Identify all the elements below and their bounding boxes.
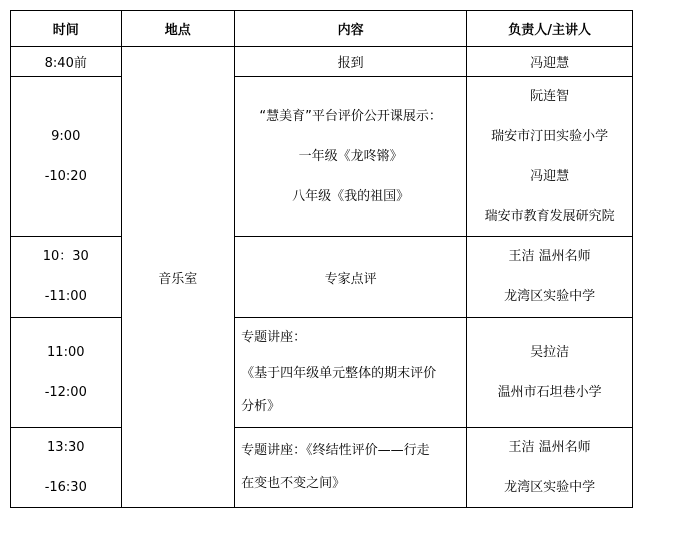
content-cell <box>235 318 467 428</box>
content-line: 在变也不变之间》 <box>241 476 346 491</box>
time-cell <box>11 318 122 428</box>
content-line: 分析》 <box>241 399 281 414</box>
person-line: 瑞安市教育发展研究院 <box>484 208 615 224</box>
content-cell <box>235 237 467 318</box>
content-cell <box>235 77 467 237</box>
time-end: -16:30 <box>44 479 87 495</box>
table-row <box>11 428 633 508</box>
content-text: 报到 <box>337 56 364 71</box>
header-person: 负责人/主讲人 <box>467 11 633 47</box>
person-line: 王洁 温州名师 <box>508 249 591 264</box>
person-line: 冯迎慧 <box>530 168 570 184</box>
person-line: 龙湾区实验中学 <box>504 289 596 304</box>
table-row <box>11 47 633 77</box>
table-row <box>11 318 633 428</box>
person-line: 温州市石坦巷小学 <box>497 384 602 400</box>
header-content: 内容 <box>235 11 467 47</box>
person-line: 王洁 温州名师 <box>508 439 591 455</box>
header-row <box>11 11 633 47</box>
time-end: -11:00 <box>44 289 87 304</box>
person-line: 瑞安市汀田实验小学 <box>491 128 609 144</box>
content-line: 专题讲座：《终结性评价——行走 <box>241 443 430 458</box>
content-cell <box>235 428 467 508</box>
header-time: 时间 <box>11 11 122 47</box>
person-cell <box>467 428 633 508</box>
time-cell <box>11 428 122 508</box>
person-line: 吴拉洁 <box>530 344 570 360</box>
content-cell <box>235 47 467 77</box>
time-start: 10：30 <box>42 249 89 264</box>
person-cell <box>467 318 633 428</box>
time-start: 13:30 <box>47 439 85 455</box>
time-cell <box>11 47 122 77</box>
header-location: 地点 <box>121 11 235 47</box>
time-start: 11:00 <box>47 344 85 360</box>
time-end: -10:20 <box>44 168 87 184</box>
content-line: 专题讲座： <box>241 330 307 345</box>
schedule-table <box>10 10 633 508</box>
person-line: 龙湾区实验中学 <box>504 479 596 495</box>
person-text: 冯迎慧 <box>530 56 570 71</box>
person-line: 阮连智 <box>530 88 570 104</box>
table-row <box>11 237 633 318</box>
person-cell <box>467 237 633 318</box>
location-text: 音乐室 <box>158 271 198 287</box>
time-cell <box>11 77 122 237</box>
content-line: 《基于四年级单元整体的期末评价 <box>241 366 437 381</box>
time-cell <box>11 237 122 318</box>
content-text: 专家点评 <box>324 271 377 287</box>
time-end: -12:00 <box>44 384 87 400</box>
content-line: “慧美育”平台评价公开课展示： <box>259 108 442 124</box>
person-cell <box>467 77 633 237</box>
table-row <box>11 77 633 237</box>
location-cell <box>121 47 235 508</box>
content-line: 八年级《我的祖国》 <box>292 188 410 204</box>
time-text: 8:40前 <box>44 56 87 71</box>
content-line: 一年级《龙咚锵》 <box>298 148 403 164</box>
time-start: 9:00 <box>51 128 81 144</box>
person-cell <box>467 47 633 77</box>
